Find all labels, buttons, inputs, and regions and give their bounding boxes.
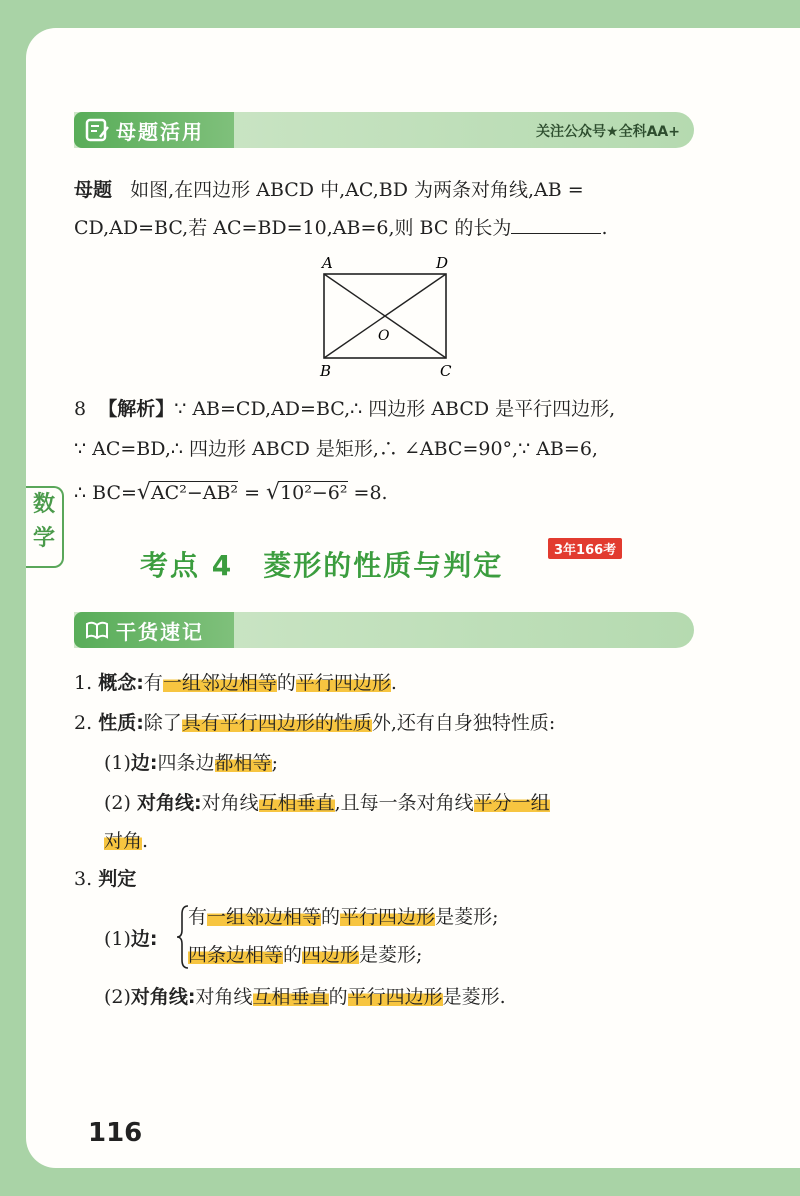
banner-quick-notes	[74, 612, 694, 648]
solution-line-3: ∴ BC=√AC²−AB² = √10²−6² =8.	[74, 480, 388, 505]
solution-answer: 8	[74, 398, 87, 420]
exam-frequency-badge: 3年166考	[548, 538, 622, 559]
note-2-1: (1)边:四条边都相等;	[104, 752, 278, 774]
subject-char-2: 学	[32, 526, 55, 551]
note-3-1-a: 有一组邻边相等的平行四边形是菱形;	[188, 906, 499, 928]
topic-heading: 考点 4 菱形的性质与判定	[140, 549, 504, 582]
label-b: B	[320, 362, 332, 380]
problem-line-1: 母题 如图,在四边形 ABCD 中,AC,BD 为两条对角线,AB =	[74, 179, 584, 201]
solution-line-1: 8 【解析】∵ AB=CD,AD=BC,∴ 四边形 ABCD 是平行四边形,	[74, 398, 616, 420]
banner-title: 干货速记	[116, 620, 204, 644]
solution-label: 【解析】	[98, 398, 175, 420]
label-d: D	[436, 254, 449, 272]
label-c: C	[440, 362, 452, 380]
notebook-icon	[84, 117, 110, 143]
banner-mother-problem	[74, 112, 694, 148]
wechat-promo-text: 关注公众号★全科AA+	[536, 124, 680, 140]
label-o: O	[378, 328, 390, 344]
subject-char-1: 数	[32, 492, 55, 517]
page-number: 116	[88, 1118, 143, 1148]
note-3: 3. 判定	[74, 868, 137, 890]
radical-1: AC²−AB²	[150, 482, 239, 504]
note-3-1-label: (1)边:	[104, 928, 158, 950]
solution-line-2: ∵ AC=BD,∴ 四边形 ABCD 是矩形,∴ ∠ABC=90°,∵ AB=6,	[74, 438, 598, 460]
note-3-2: (2)对角线:对角线互相垂直的平行四边形是菱形.	[104, 986, 506, 1008]
banner-title: 母题活用	[116, 120, 204, 144]
open-book-icon	[84, 617, 110, 643]
subject-side-tab	[26, 486, 64, 568]
note-2-2-cont: 对角.	[104, 830, 149, 852]
problem-label: 母题	[74, 179, 113, 201]
note-1: 1. 概念:有一组邻边相等的平行四边形.	[74, 672, 397, 694]
note-2-2: (2) 对角线:对角线互相垂直,且每一条对角线平分一组	[104, 792, 550, 814]
rectangle-figure	[300, 250, 470, 380]
note-2: 2. 性质:除了具有平行四边形的性质外,还有自身独特性质:	[74, 712, 556, 734]
problem-line-2: CD,AD=BC,若 AC=BD=10,AB=6,则 BC 的长为 .	[74, 217, 608, 239]
answer-blank	[511, 215, 601, 234]
note-3-1-b: 四条边相等的四边形是菱形;	[188, 944, 423, 966]
radical-2: 10²−6²	[280, 482, 348, 504]
label-a: A	[322, 254, 333, 272]
